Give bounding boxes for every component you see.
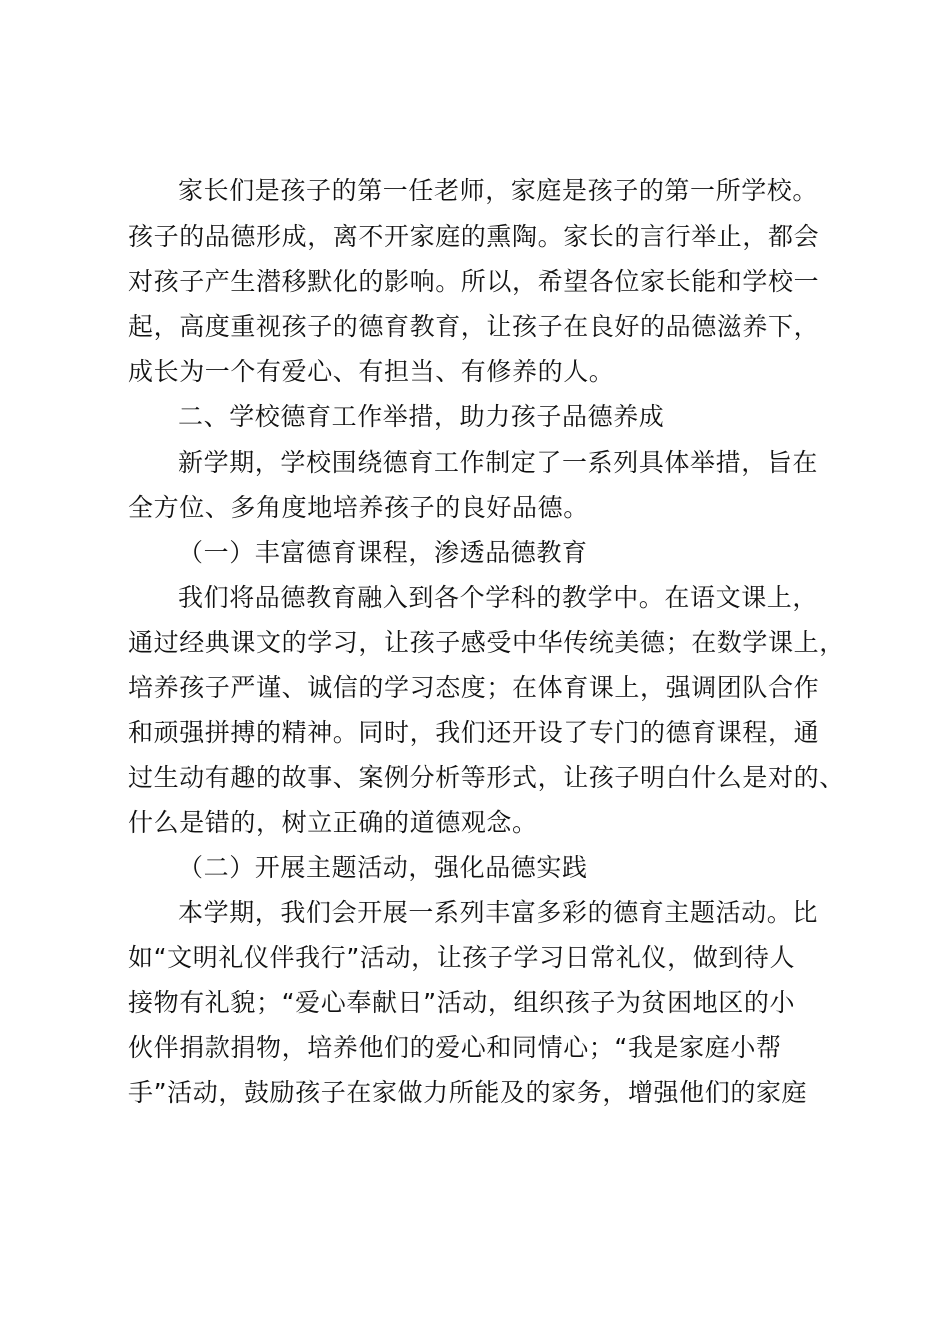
section-heading-2: 二、学校德育工作举措，助力孩子品德养成 xyxy=(178,402,665,431)
paragraph-4-line-2: 如“文明礼仪伴我行”活动，让孩子学习日常礼仪，做到待人 xyxy=(128,943,796,972)
paragraph-1-line-5: 成长为一个有爱心、有担当、有修养的人。 xyxy=(128,357,615,386)
paragraph-1-line-2: 孩子的品德形成，离不开家庭的熏陶。家长的言行举止，都会 xyxy=(128,222,820,251)
paragraph-1-line-1: 家长们是孩子的第一任老师，家庭是孩子的第一所学校。 xyxy=(178,176,819,205)
paragraph-4-line-3: 接物有礼貌；“爱心奉献日”活动，组织孩子为贫困地区的小 xyxy=(128,988,796,1017)
paragraph-4-line-4: 伙伴捐款捐物，培养他们的爱心和同情心；“我是家庭小帮 xyxy=(128,1033,782,1062)
paragraph-3-line-3: 培养孩子严谨、诚信的学习态度；在体育课上，强调团队合作 xyxy=(128,673,820,702)
paragraph-1-line-3: 对孩子产生潜移默化的影响。所以，希望各位家长能和学校一 xyxy=(128,267,820,296)
paragraph-3-line-1: 我们将品德教育融入到各个学科的教学中。在语文课上， xyxy=(178,583,819,612)
paragraph-4-line-1: 本学期，我们会开展一系列丰富多彩的德育主题活动。比 xyxy=(178,898,819,927)
paragraph-3-line-6: 什么是错的，树立正确的道德观念。 xyxy=(128,808,538,837)
paragraph-2-line-2: 全方位、多角度地培养孩子的良好品德。 xyxy=(128,493,589,522)
paragraph-3-line-5: 过生动有趣的故事、案例分析等形式，让孩子明白什么是对的、 xyxy=(128,763,845,792)
paragraph-1-line-4: 起，高度重视孩子的德育教育，让孩子在良好的品德滋养下， xyxy=(128,312,820,341)
subheading-1: （一）丰富德育课程，渗透品德教育 xyxy=(178,538,588,567)
paragraph-3-line-2: 通过经典课文的学习，让孩子感受中华传统美德；在数学课上， xyxy=(128,628,845,657)
subheading-2: （二）开展主题活动，强化品德实践 xyxy=(178,853,588,882)
paragraph-3-line-4: 和顽强拼搏的精神。同时，我们还开设了专门的德育课程，通 xyxy=(128,718,820,747)
paragraph-2-line-1: 新学期，学校围绕德育工作制定了一系列具体举措，旨在 xyxy=(178,448,819,477)
paragraph-4-line-5: 手”活动，鼓励孩子在家做力所能及的家务，增强他们的家庭 xyxy=(128,1078,808,1107)
